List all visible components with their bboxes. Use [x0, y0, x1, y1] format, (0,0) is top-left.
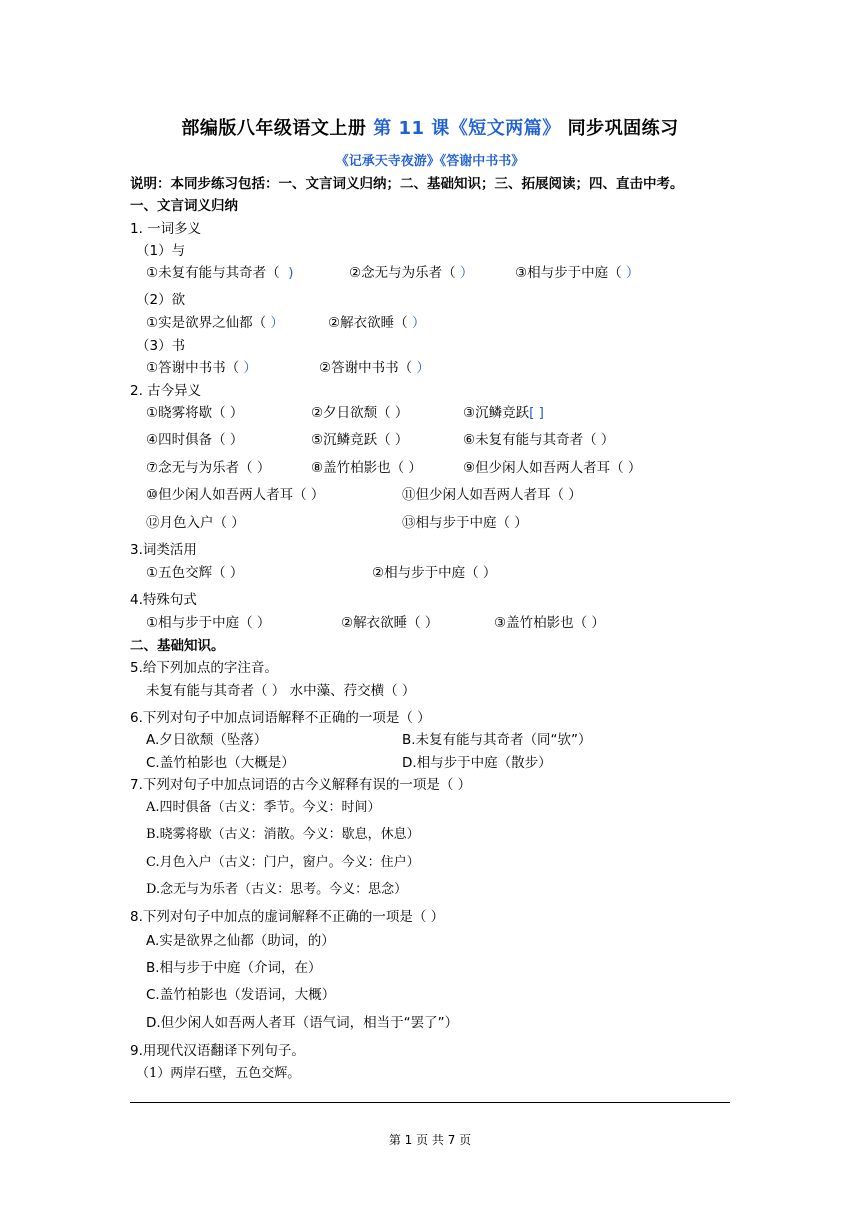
title-suffix: 同步巩固练习: [567, 118, 679, 139]
q3-item-a: ①五色交辉（ ）: [146, 565, 244, 581]
page-title: [0, 114, 860, 140]
q8-option-b: B.相与步于中庭（介词，在）: [146, 960, 322, 976]
footer-divider: [130, 1102, 730, 1103]
q9-title: 9.用现代汉语翻译下列句子。: [130, 1043, 305, 1059]
q6-option-a: A.夕日欲颓（坠落）: [146, 732, 268, 748]
q1-g1-item-b: ②念无与为乐者（ ）: [349, 265, 474, 281]
q4-item-c: ③盖竹柏影也（ ）: [494, 615, 605, 631]
q2-item-12: ⑫月色入户（ ）: [146, 515, 245, 531]
q4-item-b: ②解衣欲睡（ ）: [341, 615, 439, 631]
q2-item-3: ③沉鳞竞跃[ ]: [463, 405, 544, 421]
q1-g3-item-a: ①答谢中书书（ ）: [146, 360, 257, 376]
q1-group3-title: （3）书: [136, 338, 186, 354]
q2-item-13: ⑬相与步于中庭（ ）: [402, 515, 528, 531]
q3-item-b: ②相与步于中庭（ ）: [372, 565, 497, 581]
q4-title: 4.特殊句式: [130, 592, 197, 608]
q7-option-a: A.四时俱备（古义：季节。今义：时间）: [146, 800, 381, 815]
intro-text: 说明：本同步练习包括：一、文言词义归纳；二、基础知识；三、拓展阅读；四、直击中考。: [130, 176, 684, 192]
q2-item-11: ⑪但少闲人如吾两人者耳（ ）: [402, 487, 582, 503]
q1-g2-item-b: ②解衣欲睡（ ）: [328, 315, 426, 331]
q8-option-d: D.但少闲人如吾两人者耳（语气词，相当于“罢了”）: [146, 1015, 459, 1031]
q1-group2-title: （2）欲: [136, 292, 186, 308]
q2-title: 2. 古今异义: [130, 383, 202, 399]
q2-item-6: ⑥未复有能与其奇者（ ）: [463, 432, 615, 448]
q8-option-c: C.盖竹柏影也（发语词，大概）: [146, 987, 336, 1003]
q1-g1-item-c: ③相与步于中庭（ ）: [515, 265, 640, 281]
q1-title: 1. 一词多义: [130, 221, 202, 237]
q2-item-7: ⑦念无与为乐者（ ）: [146, 460, 271, 476]
section1-heading: 一、文言词义归纳: [130, 198, 238, 214]
page-subtitle: 《记承天寺夜游》《答谢中书书》: [335, 154, 525, 169]
q7-title: 7.下列对句子中加点词语的古今义解释有误的一项是（ ）: [130, 777, 472, 793]
q6-title: 6.下列对句子中加点词语解释不正确的一项是（ ）: [130, 710, 431, 726]
q2-item-10: ⑩但少闲人如吾两人者耳（ ）: [146, 487, 325, 503]
title-lesson: 第 11 课《短文两篇》: [373, 118, 561, 139]
q3-title: 3.词类活用: [130, 542, 197, 558]
q7-option-b: B.晓雾将歇（古义：消散。今义：歇息，休息）: [146, 827, 420, 842]
q2-item-2: ②夕日欲颓（ ）: [311, 405, 409, 421]
q6-option-d: D.相与步于中庭（散步）: [402, 755, 552, 771]
q2-item-4: ④四时俱备（ ）: [146, 432, 244, 448]
q1-g2-item-a: ①实是欲界之仙都（ ）: [146, 315, 284, 331]
q5-title: 5.给下列加点的字注音。: [130, 660, 278, 676]
q6-option-b: B.未复有能与其奇者（同“欤”）: [402, 732, 592, 748]
q8-title: 8.下列对句子中加点的虚词解释不正确的一项是（ ）: [130, 909, 445, 925]
q6-option-c: C.盖竹柏影也（大概是）: [146, 755, 295, 771]
page-number: 第 1 页 共 7 页: [388, 1133, 472, 1147]
q7-option-c: C.月色入户（古义：门户，窗户。今义：住户）: [146, 855, 420, 870]
q1-g3-item-b: ②答谢中书书（ ）: [319, 360, 430, 376]
q7-option-d: D.念无与为乐者（古义：思考。今义：思念）: [146, 882, 408, 897]
q2-item-1: ①晓雾将歇（ ）: [146, 405, 244, 421]
q2-item-8: ⑧盖竹柏影也（ ）: [311, 460, 422, 476]
q2-item-9: ⑨但少闲人如吾两人者耳（ ）: [463, 460, 642, 476]
q2-item-5: ⑤沉鳞竞跃（ ）: [311, 432, 409, 448]
q8-option-a: A.实是欲界之仙都（助词，的）: [146, 933, 335, 949]
q4-item-a: ①相与步于中庭（ ）: [146, 615, 271, 631]
q1-group1-title: （1）与: [136, 243, 186, 259]
q1-g1-item-a: ①未复有能与其奇者（ ): [146, 265, 294, 281]
q9-sub1: （1）两岸石壁，五色交辉。: [136, 1066, 301, 1081]
q5-line: 未复有能与其奇者（ ） 水中藻、荇交横（ ）: [146, 683, 416, 699]
title-main: 部编版八年级语文上册: [181, 118, 367, 139]
section2-heading: 二、基础知识。: [130, 638, 225, 654]
